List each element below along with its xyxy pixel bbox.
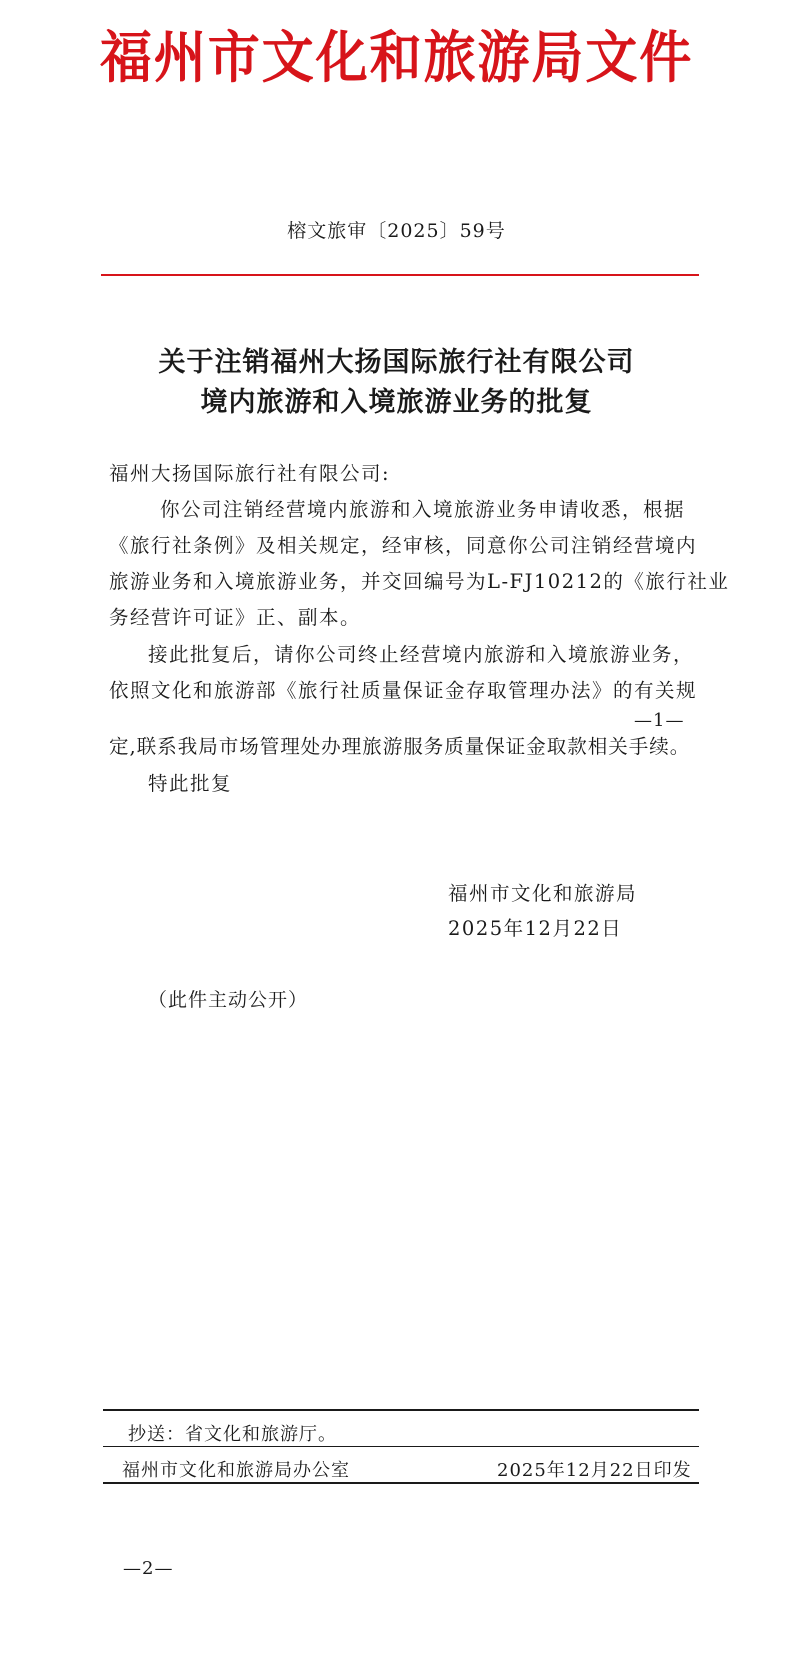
red-divider xyxy=(101,274,699,276)
footer-rule-middle xyxy=(103,1446,699,1447)
signature-date: 2025年12月22日 xyxy=(448,917,623,940)
closing: 特此批复 xyxy=(148,772,233,795)
signature-org: 福州市文化和旅游局 xyxy=(448,882,638,905)
para2-line-1: 接此批复后，请你公司终止经营境内旅游和入境旅游业务， xyxy=(148,643,695,666)
addressee: 福州大扬国际旅行社有限公司: xyxy=(109,462,391,485)
para1-line-1: 你公司注销经营境内旅游和入境旅游业务申请收悉，根据 xyxy=(160,498,686,521)
issue-date: 2025年12月22日印发 xyxy=(497,1460,692,1481)
page-number-1: —1— xyxy=(634,710,685,731)
masthead: 福州市文化和旅游局文件 xyxy=(99,25,694,91)
para2-line-3: 定,联系我局市场管理处办理旅游服务质量保证金取款相关手续。 xyxy=(109,735,691,758)
cc-line: 抄送：省文化和旅游厅。 xyxy=(128,1424,337,1445)
para2-line-2: 依照文化和旅游部《旅行社质量保证金存取管理办法》的有关规 xyxy=(109,679,698,702)
document-number: 榕文旅审〔2025〕59号 xyxy=(287,220,506,242)
para1-line-4: 务经营许可证》正、副本。 xyxy=(109,606,362,629)
footer-rule-top xyxy=(103,1409,699,1411)
para1-line-3: 旅游业务和入境旅游业务，并交回编号为L-FJ10212的《旅行社业 xyxy=(109,570,730,593)
footer-rule-bottom xyxy=(103,1482,699,1484)
title-line-2: 境内旅游和入境旅游业务的批复 xyxy=(200,387,593,418)
page-number-2: —2— xyxy=(123,1558,174,1579)
title-line-1: 关于注销福州大扬国际旅行社有限公司 xyxy=(158,347,635,378)
issuer: 福州市文化和旅游局办公室 xyxy=(122,1460,350,1481)
para1-line-2: 《旅行社条例》及相关规定，经审核，同意你公司注销经营境内 xyxy=(109,534,698,557)
disclosure-note: （此件主动公开） xyxy=(148,989,309,1011)
